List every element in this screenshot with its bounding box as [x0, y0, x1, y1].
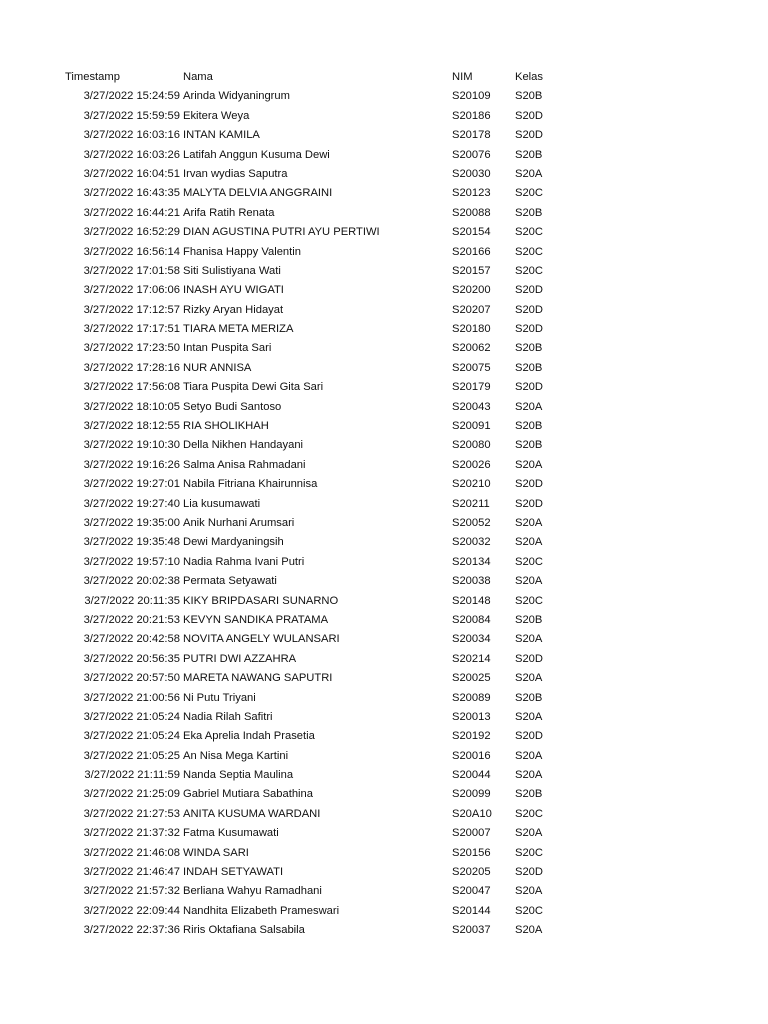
cell-nama: NOVITA ANGELY WULANSARI: [183, 633, 340, 646]
cell-timestamp: 3/27/2022 19:10:30: [83, 439, 180, 452]
table-header-row: [0, 68, 768, 87]
cell-nama: Latifah Anggun Kusuma Dewi: [183, 148, 330, 161]
cell-timestamp: 3/27/2022 21:46:08: [83, 846, 180, 859]
cell-nama: Nadia Rahma Ivani Putri: [183, 555, 305, 568]
cell-nama: Riris Oktafiana Salsabila: [183, 924, 305, 937]
header-nama: Nama: [183, 71, 213, 83]
cell-nim: S20007: [452, 827, 491, 840]
cell-timestamp: 3/27/2022 16:52:29: [83, 226, 180, 239]
cell-nim: S20156: [452, 846, 491, 859]
table-row: [0, 320, 768, 339]
cell-kelas: S20D: [515, 478, 543, 491]
table-row: [0, 785, 768, 804]
cell-timestamp: 3/27/2022 21:11:59: [84, 769, 180, 782]
cell-kelas: S20A: [515, 575, 543, 588]
table-row: [0, 514, 768, 533]
cell-kelas: S20D: [515, 303, 543, 316]
cell-kelas: S20D: [515, 129, 543, 142]
cell-nama: MARETA NAWANG SAPUTRI: [183, 672, 333, 685]
cell-nim: S20084: [452, 613, 491, 626]
table-row: [0, 630, 768, 649]
cell-timestamp: 3/27/2022 17:06:06: [83, 284, 180, 297]
cell-nama: Permata Setyawati: [183, 575, 277, 588]
cell-nim: S20211: [452, 497, 490, 510]
cell-timestamp: 3/27/2022 17:01:58: [83, 264, 180, 277]
cell-kelas: S20B: [515, 90, 543, 103]
cell-kelas: S20D: [515, 109, 543, 122]
cell-timestamp: 3/27/2022 21:25:09: [83, 788, 180, 801]
header-nim: NIM: [452, 71, 473, 83]
table-row: [0, 669, 768, 688]
table-row: [0, 766, 768, 785]
cell-kelas: S20A: [515, 458, 543, 471]
cell-nama: RIA SHOLIKHAH: [183, 420, 269, 433]
cell-nim: S20207: [452, 303, 491, 316]
cell-nim: S20032: [452, 536, 491, 549]
table-row: [0, 805, 768, 824]
cell-nim: S20013: [452, 710, 491, 723]
table-row: [0, 107, 768, 126]
table-row: [0, 184, 768, 203]
cell-nama: Fhanisa Happy Valentin: [183, 245, 301, 258]
cell-nama: INDAH SETYAWATI: [183, 866, 284, 879]
cell-timestamp: 3/27/2022 16:44:21: [83, 206, 180, 219]
cell-kelas: S20A: [515, 633, 543, 646]
cell-kelas: S20A: [515, 924, 543, 937]
cell-timestamp: 3/27/2022 20:56:35: [83, 652, 180, 665]
cell-kelas: S20B: [515, 788, 543, 801]
cell-kelas: S20C: [515, 846, 543, 859]
cell-nim: S20089: [452, 691, 491, 704]
cell-kelas: S20D: [515, 730, 543, 743]
cell-timestamp: 3/27/2022 20:02:38: [83, 575, 180, 588]
table-row: [0, 436, 768, 455]
cell-nama: Eka Aprelia Indah Prasetia: [183, 730, 315, 743]
cell-nim: S20030: [452, 167, 491, 180]
cell-kelas: S20A: [515, 885, 543, 898]
cell-nama: Rizky Aryan Hidayat: [183, 303, 284, 316]
cell-nama: Intan Puspita Sari: [183, 342, 272, 355]
cell-nim: S20214: [452, 652, 491, 665]
cell-nama: Ni Putu Triyani: [183, 691, 256, 704]
table-row: [0, 87, 768, 106]
cell-nama: Ekitera Weya: [183, 109, 250, 122]
cell-kelas: S20C: [515, 807, 543, 820]
cell-kelas: S20A: [515, 167, 543, 180]
cell-nama: Siti Sulistiyana Wati: [183, 264, 281, 277]
cell-timestamp: 3/27/2022 22:37:36: [83, 924, 180, 937]
cell-timestamp: 3/27/2022 20:57:50: [83, 672, 180, 685]
cell-nim: S20091: [452, 420, 491, 433]
cell-nim: S20A10: [452, 807, 492, 820]
cell-timestamp: 3/27/2022 19:27:40: [83, 497, 180, 510]
table-row: [0, 727, 768, 746]
cell-nama: KIKY BRIPDASARI SUNARNO: [183, 594, 339, 607]
table-row: [0, 262, 768, 281]
cell-nim: S20025: [452, 672, 491, 685]
cell-nim: S20123: [452, 187, 491, 200]
cell-timestamp: 3/27/2022 17:12:57: [83, 303, 180, 316]
cell-nama: Berliana Wahyu Ramadhani: [183, 885, 322, 898]
cell-kelas: S20A: [515, 769, 543, 782]
cell-kelas: S20C: [515, 245, 543, 258]
cell-kelas: S20A: [515, 749, 543, 762]
cell-kelas: S20D: [515, 497, 543, 510]
cell-nama: Della Nikhen Handayani: [183, 439, 304, 452]
cell-kelas: S20B: [515, 420, 543, 433]
cell-nim: S20075: [452, 361, 491, 374]
cell-timestamp: 3/27/2022 22:09:44: [83, 904, 180, 917]
cell-timestamp: 3/27/2022 16:04:51: [83, 167, 180, 180]
cell-timestamp: 3/27/2022 16:03:16: [83, 129, 180, 142]
cell-kelas: S20B: [515, 342, 543, 355]
cell-nim: S20044: [452, 769, 491, 782]
cell-nim: S20062: [452, 342, 491, 355]
cell-kelas: S20A: [515, 516, 543, 529]
cell-timestamp: 3/27/2022 16:43:35: [83, 187, 180, 200]
header-timestamp: Timestamp: [65, 71, 120, 83]
cell-nim: S20016: [452, 749, 491, 762]
table-row: [0, 475, 768, 494]
table-row: [0, 747, 768, 766]
cell-kelas: S20A: [515, 710, 543, 723]
cell-timestamp: 3/27/2022 17:17:51: [83, 323, 180, 336]
cell-nama: Nandhita Elizabeth Prameswari: [183, 904, 340, 917]
cell-timestamp: 3/27/2022 20:42:58: [83, 633, 180, 646]
cell-timestamp: 3/27/2022 21:46:47: [83, 866, 180, 879]
cell-kelas: S20C: [515, 187, 543, 200]
cell-kelas: S20B: [515, 613, 543, 626]
cell-timestamp: 3/27/2022 21:37:32: [83, 827, 180, 840]
cell-nim: S20200: [452, 284, 491, 297]
table-row: [0, 378, 768, 397]
cell-timestamp: 3/27/2022 17:56:08: [83, 381, 180, 394]
cell-timestamp: 3/27/2022 16:56:14: [83, 245, 180, 258]
cell-nama: Anik Nurhani Arumsari: [183, 516, 295, 529]
cell-kelas: S20C: [515, 594, 543, 607]
table-row: [0, 533, 768, 552]
cell-timestamp: 3/27/2022 21:57:32: [83, 885, 180, 898]
table-row: [0, 339, 768, 358]
cell-timestamp: 3/27/2022 16:03:26: [83, 148, 180, 161]
table-row: [0, 708, 768, 727]
cell-nim: S20179: [452, 381, 491, 394]
cell-nim: S20192: [452, 730, 491, 743]
cell-timestamp: 3/27/2022 21:00:56: [83, 691, 180, 704]
cell-nim: S20034: [452, 633, 491, 646]
cell-nama: Salma Anisa Rahmadani: [183, 458, 306, 471]
table-row: [0, 863, 768, 882]
cell-nama: INASH AYU WIGATI: [183, 284, 284, 297]
table-row: [0, 650, 768, 669]
cell-timestamp: 3/27/2022 19:27:01: [83, 478, 180, 491]
cell-timestamp: 3/27/2022 20:21:53: [83, 613, 180, 626]
cell-nim: S20047: [452, 885, 491, 898]
cell-timestamp: 3/27/2022 19:16:26: [83, 458, 180, 471]
cell-nama: Nadia Rilah Safitri: [183, 710, 273, 723]
cell-timestamp: 3/27/2022 18:10:05: [83, 400, 180, 413]
cell-nim: S20038: [452, 575, 491, 588]
cell-nama: Setyo Budi Santoso: [183, 400, 282, 413]
cell-nama: WINDA SARI: [183, 846, 249, 859]
cell-nama: INTAN KAMILA: [183, 129, 260, 142]
table-row: [0, 223, 768, 242]
cell-nama: Fatma Kusumawati: [183, 827, 279, 840]
cell-nim: S20026: [452, 458, 491, 471]
cell-nim: S20210: [452, 478, 491, 491]
cell-nim: S20076: [452, 148, 491, 161]
cell-nim: S20148: [452, 594, 491, 607]
table-row: [0, 146, 768, 165]
cell-nim: S20154: [452, 226, 491, 239]
table-row: [0, 359, 768, 378]
cell-nama: Nanda Septia Maulina: [183, 769, 294, 782]
cell-nama: Gabriel Mutiara Sabathina: [183, 788, 313, 801]
cell-timestamp: 3/27/2022 19:35:00: [83, 516, 180, 529]
cell-kelas: S20C: [515, 555, 543, 568]
table-row: [0, 824, 768, 843]
cell-nama: Arinda Widyaningrum: [183, 90, 290, 103]
cell-kelas: S20D: [515, 284, 543, 297]
table-row: [0, 844, 768, 863]
cell-timestamp: 3/27/2022 17:23:50: [83, 342, 180, 355]
table-row: [0, 553, 768, 572]
attendance-table: [0, 68, 768, 941]
table-row: [0, 456, 768, 475]
table-row: [0, 204, 768, 223]
cell-nim: S20180: [452, 323, 491, 336]
cell-timestamp: 3/27/2022 21:05:24: [83, 730, 180, 743]
cell-nama: TIARA META MERIZA: [183, 323, 294, 336]
table-row: [0, 592, 768, 611]
cell-nim: S20144: [452, 904, 491, 917]
cell-timestamp: 3/27/2022 21:05:25: [83, 749, 180, 762]
cell-timestamp: 3/27/2022 20:11:35: [84, 594, 180, 607]
cell-timestamp: 3/27/2022 15:59:59: [83, 109, 180, 122]
cell-kelas: S20D: [515, 381, 543, 394]
cell-timestamp: 3/27/2022 18:12:55: [83, 420, 180, 433]
cell-timestamp: 3/27/2022 21:27:53: [83, 807, 180, 820]
cell-nama: Tiara Puspita Dewi Gita Sari: [183, 381, 324, 394]
header-kelas: Kelas: [515, 71, 543, 83]
cell-nim: S20186: [452, 109, 491, 122]
cell-nim: S20099: [452, 788, 491, 801]
table-row: [0, 243, 768, 262]
cell-nama: KEVYN SANDIKA PRATAMA: [183, 613, 329, 626]
cell-nim: S20166: [452, 245, 491, 258]
table-row: [0, 126, 768, 145]
cell-nim: S20043: [452, 400, 491, 413]
cell-timestamp: 3/27/2022 19:35:48: [83, 536, 180, 549]
cell-kelas: S20C: [515, 264, 543, 277]
cell-nim: S20134: [452, 555, 491, 568]
cell-nama: Irvan wydias Saputra: [183, 167, 288, 180]
cell-kelas: S20D: [515, 652, 543, 665]
cell-nim: S20205: [452, 866, 491, 879]
cell-timestamp: 3/27/2022 21:05:24: [83, 710, 180, 723]
table-row: [0, 495, 768, 514]
cell-nim: S20178: [452, 129, 491, 142]
table-row: [0, 301, 768, 320]
table-row: [0, 417, 768, 436]
cell-kelas: S20D: [515, 866, 543, 879]
cell-kelas: S20D: [515, 323, 543, 336]
cell-kelas: S20C: [515, 226, 543, 239]
cell-kelas: S20B: [515, 148, 543, 161]
cell-nim: S20052: [452, 516, 491, 529]
cell-nim: S20088: [452, 206, 491, 219]
cell-nama: Nabila Fitriana Khairunnisa: [183, 478, 318, 491]
table-row: [0, 921, 768, 940]
cell-nama: Lia kusumawati: [183, 497, 261, 510]
cell-nim: S20157: [452, 264, 491, 277]
table-body: [0, 87, 768, 940]
table-row: [0, 882, 768, 901]
cell-kelas: S20C: [515, 904, 543, 917]
table-row: [0, 611, 768, 630]
cell-nim: S20037: [452, 924, 491, 937]
cell-nama: NUR ANNISA: [183, 361, 252, 374]
table-row: [0, 165, 768, 184]
cell-nama: DIAN AGUSTINA PUTRI AYU PERTIWI: [183, 226, 380, 239]
cell-nama: PUTRI DWI AZZAHRA: [183, 652, 297, 665]
cell-kelas: S20A: [515, 672, 543, 685]
cell-timestamp: 3/27/2022 17:28:16: [83, 361, 180, 374]
cell-nim: S20080: [452, 439, 491, 452]
cell-timestamp: 3/27/2022 19:57:10: [83, 555, 180, 568]
table-row: [0, 281, 768, 300]
table-row: [0, 689, 768, 708]
table-row: [0, 902, 768, 921]
table-row: [0, 398, 768, 417]
table-row: [0, 572, 768, 591]
cell-timestamp: 3/27/2022 15:24:59: [83, 90, 180, 103]
cell-nama: Dewi Mardyaningsih: [183, 536, 284, 549]
cell-nama: ANITA KUSUMA WARDANI: [183, 807, 321, 820]
cell-kelas: S20B: [515, 206, 543, 219]
cell-nim: S20109: [452, 90, 491, 103]
cell-kelas: S20A: [515, 827, 543, 840]
cell-kelas: S20B: [515, 361, 543, 374]
cell-nama: MALYTA DELVIA ANGGRAINI: [183, 187, 333, 200]
cell-kelas: S20A: [515, 536, 543, 549]
cell-kelas: S20B: [515, 691, 543, 704]
cell-kelas: S20B: [515, 439, 543, 452]
cell-kelas: S20A: [515, 400, 543, 413]
cell-nama: Arifa Ratih Renata: [183, 206, 275, 219]
cell-nama: An Nisa Mega Kartini: [183, 749, 289, 762]
